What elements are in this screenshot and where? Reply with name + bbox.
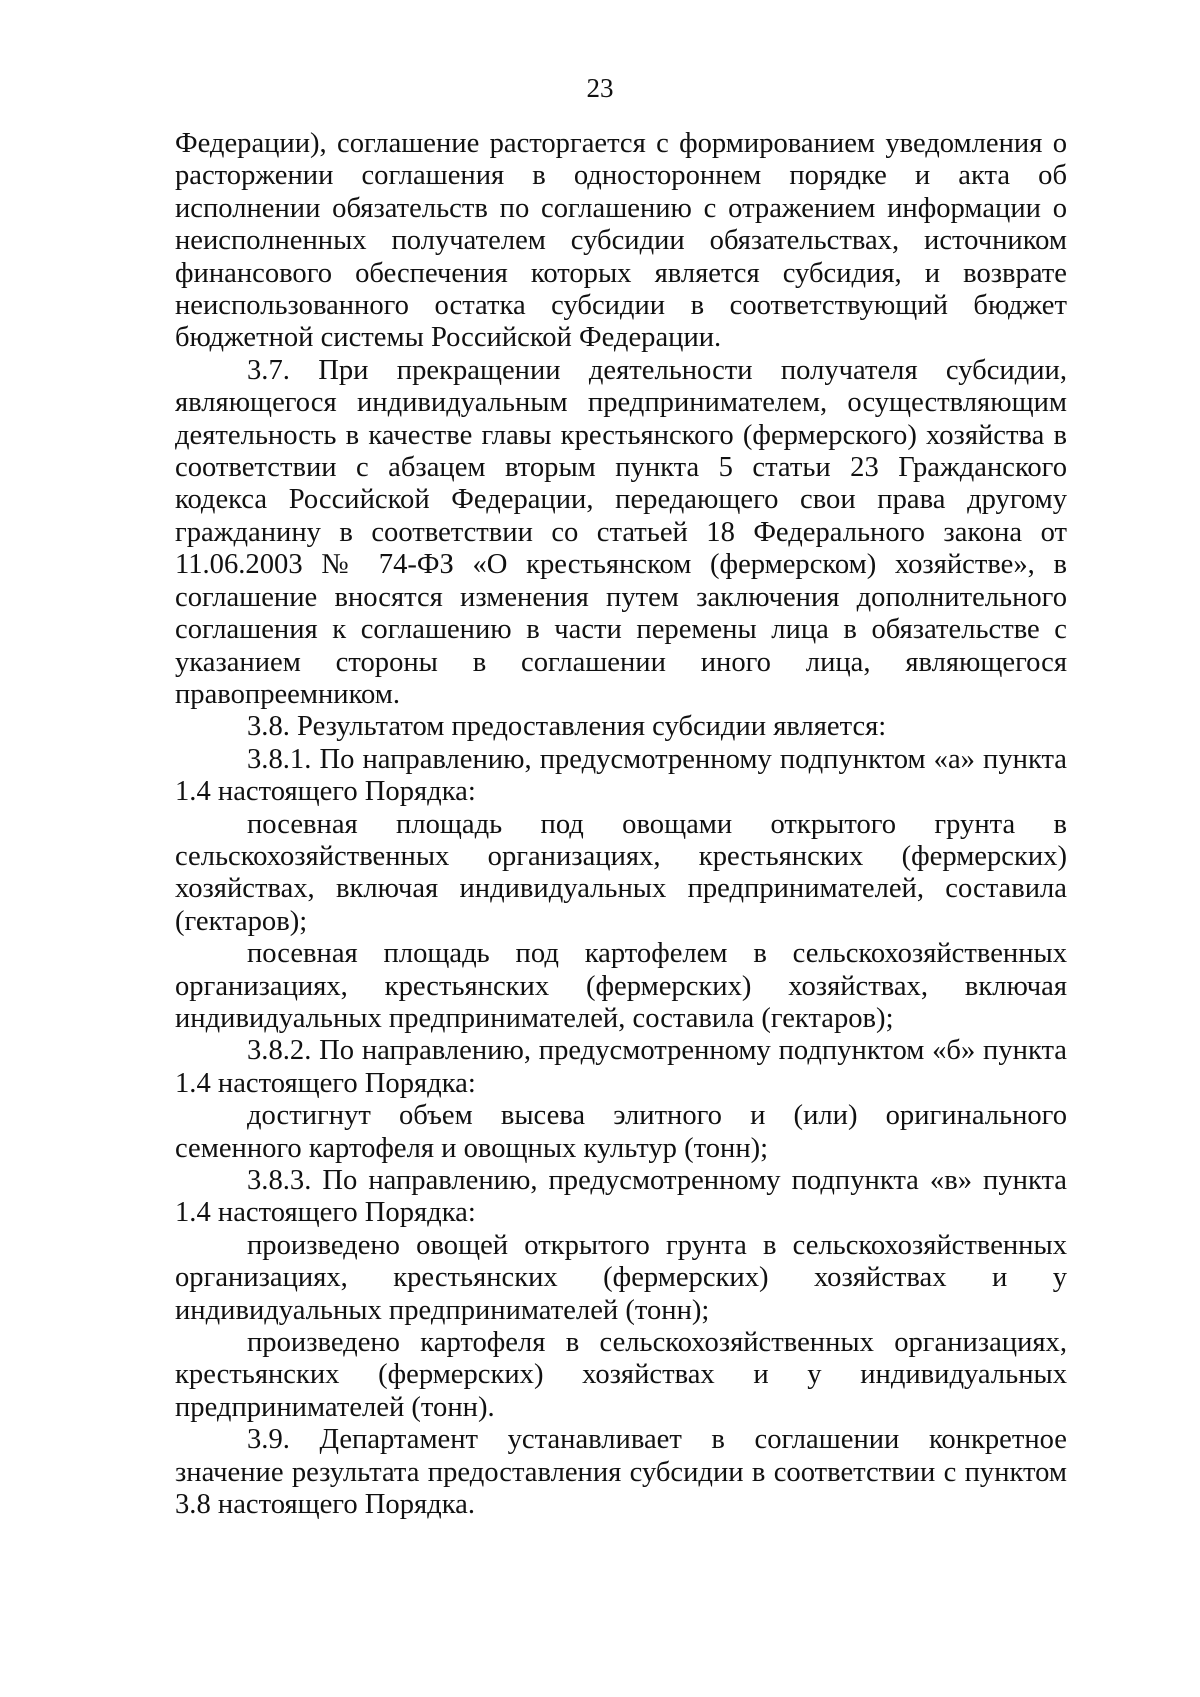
paragraph-3-8-1: 3.8.1. По направлению, предусмотренному подпунктом «а» пункта 1.4 настоящего Порядка: bbox=[175, 743, 1067, 808]
paragraph-seed-volume: достигнут объем высева элитного и (или) оригинального семенного картофеля и овощных культур (тонн); bbox=[175, 1100, 1067, 1164]
paragraph-vegetable-area: посевная площадь под овощами открытого грунта в сельскохозяйственных организациях, крестьянских (фермерских) хозяйствах, включая индивидуальных предпринимателей, составила (гектаров); bbox=[175, 808, 1067, 937]
paragraph-3-7: 3.7. При прекращении деятельности получателя субсидии, являющегося индивидуальным предпринимателем, осуществляющим деятельность в качестве главы крестьянского (фермерского) хозяйства в соответствии с абзацем вторым пункта 5 статьи 23 Гражданского кодекса Российской Федерации, передающего свои права другому гражданину в соответствии со статьей 18 Федерального закона от 11.06.2003 № 74-ФЗ «О крестьянском (фермерском) хозяйстве», в соглашение вносятся изменения путем заключения дополнительного соглашения к соглашению в части перемены лица в обязательстве с указанием стороны в соглашении иного лица, являющегося правопреемником. bbox=[175, 354, 1067, 710]
paragraph-3-8-3: 3.8.3. По направлению, предусмотренному подпункта «в» пункта 1.4 настоящего Порядка: bbox=[175, 1165, 1067, 1229]
paragraph-3-8-2: 3.8.2. По направлению, предусмотренному подпунктом «б» пункта 1.4 настоящего Порядка: bbox=[175, 1035, 1067, 1099]
paragraph-3-9: 3.9. Департамент устанавливает в соглашении конкретное значение результата предоставления субсидии в соответствии с пунктом 3.8 настоящего Порядка. bbox=[175, 1424, 1067, 1521]
paragraph-vegetable-production: произведено овощей открытого грунта в сельскохозяйственных организациях, крестьянских (фермерских) хозяйствах и у индивидуальных предпринимателей (тонн); bbox=[175, 1229, 1067, 1326]
page-number: 23 bbox=[586, 73, 614, 103]
paragraph-3-8: 3.8. Результатом предоставления субсидии является: bbox=[247, 711, 887, 743]
document-body bbox=[175, 128, 1067, 1521]
paragraph-continuation: Федерации), соглашение расторгается с формированием уведомления о расторжении соглашения в одностороннем порядке и акта об исполнении обязательств по соглашению с отражением информации о неисполненных получателем субсидии обязательствах, источником финансового обеспечения которых является субсидия, и возврате неиспользованного остатка субсидии в соответствующий бюджет бюджетной системы Российской Федерации. bbox=[175, 128, 1067, 354]
paragraph-potato-production: произведено картофеля в сельскохозяйственных организациях, крестьянских (фермерских) хозяйствах и у индивидуальных предпринимателей (тонн). bbox=[175, 1327, 1067, 1423]
paragraph-potato-area: посевная площадь под картофелем в сельскохозяйственных организациях, крестьянских (фермерских) хозяйствах, включая индивидуальных предпринимателей, составила (гектаров); bbox=[175, 938, 1067, 1034]
